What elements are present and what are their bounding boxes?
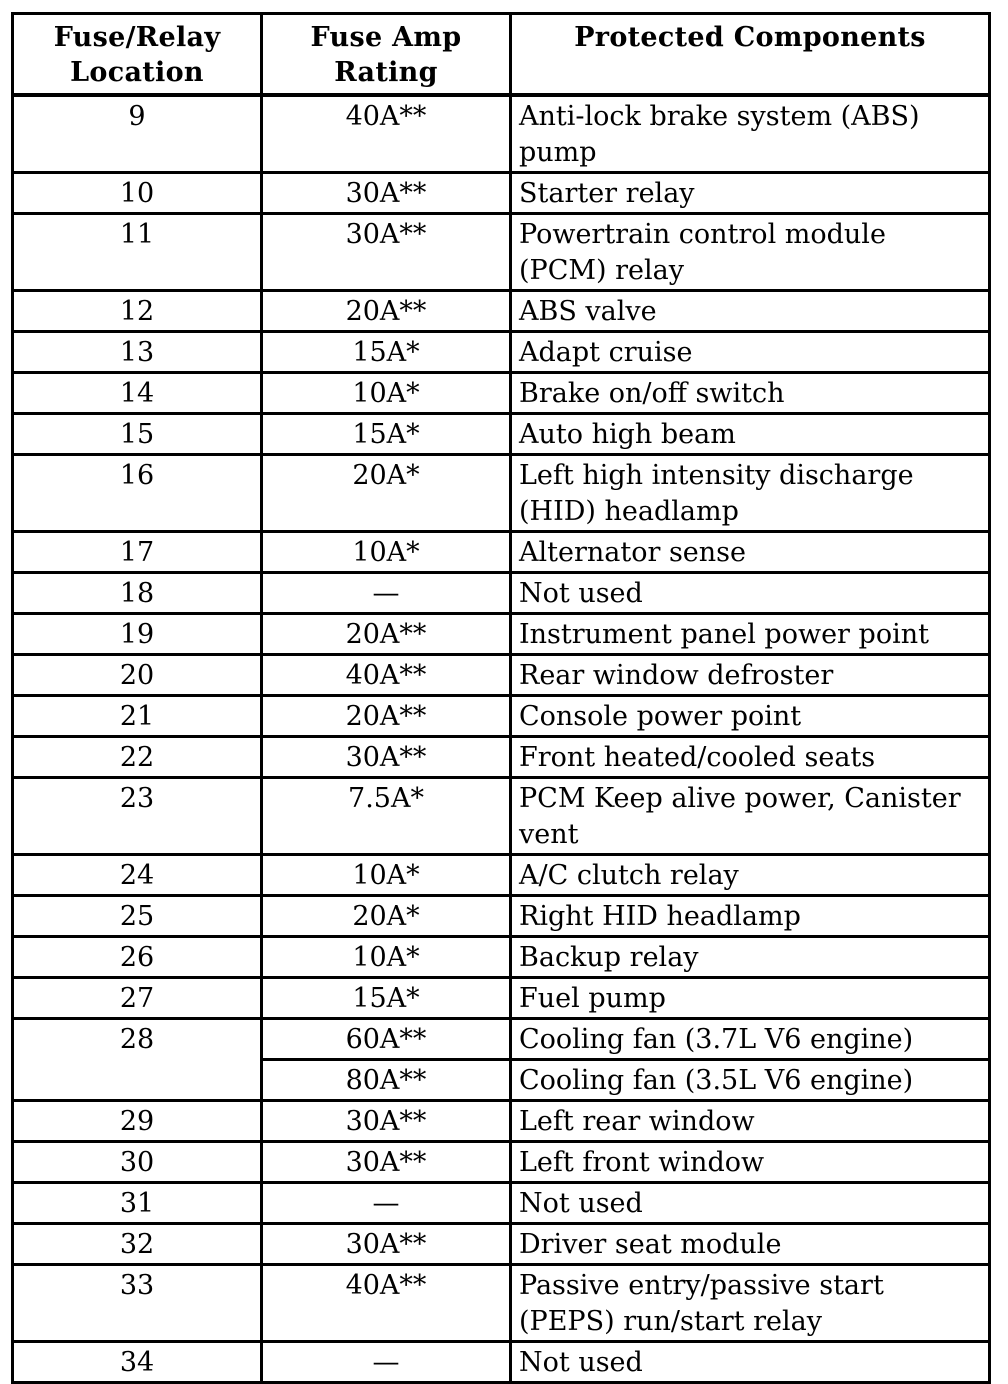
protected-component-cell: Left high intensity discharge (HID) headlamp	[511, 455, 990, 532]
fuse-location-cell: 19	[13, 614, 262, 655]
table-row	[13, 373, 990, 414]
protected-component-cell: Instrument panel power point	[511, 614, 990, 655]
protected-component-cell: Not used	[511, 1183, 990, 1224]
protected-component-cell: Cooling fan (3.7L V6 engine)	[511, 1019, 990, 1060]
protected-component-cell: Console power point	[511, 696, 990, 737]
fuse-amp-cell: 15A*	[262, 414, 511, 455]
fuse-location-cell: 32	[13, 1224, 262, 1265]
protected-component-cell: Starter relay	[511, 173, 990, 214]
table-row	[13, 1342, 990, 1383]
fuse-amp-cell: 20A**	[262, 696, 511, 737]
fuse-location-cell: 12	[13, 291, 262, 332]
table-row	[13, 978, 990, 1019]
fuse-amp-cell: 20A**	[262, 291, 511, 332]
header-components: Protected Components	[511, 14, 990, 96]
protected-component-cell: Powertrain control module (PCM) relay	[511, 214, 990, 291]
fuse-amp-cell: 20A*	[262, 455, 511, 532]
table-row	[13, 1224, 990, 1265]
fuse-amp-cell: 20A**	[262, 614, 511, 655]
fuse-table	[11, 12, 991, 1384]
fuse-amp-cell: 30A**	[262, 173, 511, 214]
protected-component-cell: PCM Keep alive power, Canister vent	[511, 778, 990, 855]
protected-component-cell: Anti-lock brake system (ABS) pump	[511, 95, 990, 173]
fuse-amp-cell: 10A*	[262, 532, 511, 573]
fuse-location-cell: 24	[13, 855, 262, 896]
protected-component-cell: Adapt cruise	[511, 332, 990, 373]
protected-component-cell: ABS valve	[511, 291, 990, 332]
table-row	[13, 696, 990, 737]
protected-component-cell: Front heated/cooled seats	[511, 737, 990, 778]
protected-component-cell: Cooling fan (3.5L V6 engine)	[511, 1060, 990, 1101]
table-row	[13, 1183, 990, 1224]
protected-component-cell: Fuel pump	[511, 978, 990, 1019]
protected-component-cell: A/C clutch relay	[511, 855, 990, 896]
table-header	[13, 14, 990, 96]
fuse-amp-cell: 30A**	[262, 1101, 511, 1142]
fuse-location-cell: 14	[13, 373, 262, 414]
fuse-amp-cell: 30A**	[262, 1224, 511, 1265]
table-row	[13, 937, 990, 978]
table-row	[13, 737, 990, 778]
fuse-location-cell: 21	[13, 696, 262, 737]
table-body	[13, 95, 990, 1383]
table-row	[13, 778, 990, 855]
protected-component-cell: Driver seat module	[511, 1224, 990, 1265]
fuse-amp-cell: 7.5A*	[262, 778, 511, 855]
fuse-location-cell: 22	[13, 737, 262, 778]
fuse-amp-cell: —	[262, 1342, 511, 1383]
table-row	[13, 214, 990, 291]
fuse-amp-cell: 40A**	[262, 95, 511, 173]
fuse-amp-cell: 10A*	[262, 937, 511, 978]
protected-component-cell: Passive entry/passive start (PEPS) run/start relay	[511, 1265, 990, 1342]
fuse-amp-cell: 60A**	[262, 1019, 511, 1060]
fuse-amp-cell: 15A*	[262, 978, 511, 1019]
protected-component-cell: Not used	[511, 573, 990, 614]
fuse-location-cell: 31	[13, 1183, 262, 1224]
protected-component-cell: Left front window	[511, 1142, 990, 1183]
table-row	[13, 614, 990, 655]
fuse-amp-cell: 15A*	[262, 332, 511, 373]
fuse-location-cell: 17	[13, 532, 262, 573]
table-row	[13, 1265, 990, 1342]
fuse-location-cell: 20	[13, 655, 262, 696]
fuse-amp-cell: —	[262, 1183, 511, 1224]
fuse-amp-cell: 20A*	[262, 896, 511, 937]
table-row	[13, 896, 990, 937]
table-row	[13, 1142, 990, 1183]
header-amp-line1: Fuse Amp	[310, 22, 462, 53]
protected-component-cell: Alternator sense	[511, 532, 990, 573]
protected-component-cell: Backup relay	[511, 937, 990, 978]
header-location-line1: Fuse/Relay	[53, 22, 221, 53]
fuse-location-cell: 10	[13, 173, 262, 214]
header-amp-line2: Rating	[334, 57, 438, 88]
table-row	[13, 655, 990, 696]
table-row	[13, 455, 990, 532]
fuse-location-cell: 9	[13, 95, 262, 173]
fuse-amp-cell: 40A**	[262, 1265, 511, 1342]
table-row	[13, 95, 990, 173]
protected-component-cell: Auto high beam	[511, 414, 990, 455]
header-row	[13, 14, 990, 96]
table-row	[13, 1101, 990, 1142]
table-row	[13, 414, 990, 455]
fuse-amp-cell: 30A**	[262, 214, 511, 291]
header-location-line2: Location	[70, 57, 204, 88]
table-row	[13, 855, 990, 896]
header-amp	[262, 14, 511, 96]
fuse-amp-cell: 10A*	[262, 373, 511, 414]
protected-component-cell: Not used	[511, 1342, 990, 1383]
table-row	[13, 173, 990, 214]
table-row	[13, 532, 990, 573]
fuse-location-cell: 29	[13, 1101, 262, 1142]
fuse-amp-cell: 80A**	[262, 1060, 511, 1101]
fuse-location-cell: 15	[13, 414, 262, 455]
fuse-location-cell: 25	[13, 896, 262, 937]
protected-component-cell: Right HID headlamp	[511, 896, 990, 937]
fuse-location-cell: 27	[13, 978, 262, 1019]
fuse-location-cell: 18	[13, 573, 262, 614]
fuse-amp-cell: 40A**	[262, 655, 511, 696]
protected-component-cell: Brake on/off switch	[511, 373, 990, 414]
fuse-location-cell: 28	[13, 1019, 262, 1101]
fuse-location-cell: 23	[13, 778, 262, 855]
fuse-location-cell: 33	[13, 1265, 262, 1342]
fuse-location-cell: 34	[13, 1342, 262, 1383]
table-row	[13, 291, 990, 332]
table-row	[13, 1019, 990, 1060]
protected-component-cell: Rear window defroster	[511, 655, 990, 696]
fuse-amp-cell: —	[262, 573, 511, 614]
fuse-amp-cell: 10A*	[262, 855, 511, 896]
table-row	[13, 332, 990, 373]
fuse-amp-cell: 30A**	[262, 737, 511, 778]
header-location	[13, 14, 262, 96]
fuse-location-cell: 16	[13, 455, 262, 532]
protected-component-cell: Left rear window	[511, 1101, 990, 1142]
fuse-location-cell: 13	[13, 332, 262, 373]
fuse-amp-cell: 30A**	[262, 1142, 511, 1183]
fuse-location-cell: 11	[13, 214, 262, 291]
fuse-location-cell: 30	[13, 1142, 262, 1183]
fuse-location-cell: 26	[13, 937, 262, 978]
table-row	[13, 573, 990, 614]
